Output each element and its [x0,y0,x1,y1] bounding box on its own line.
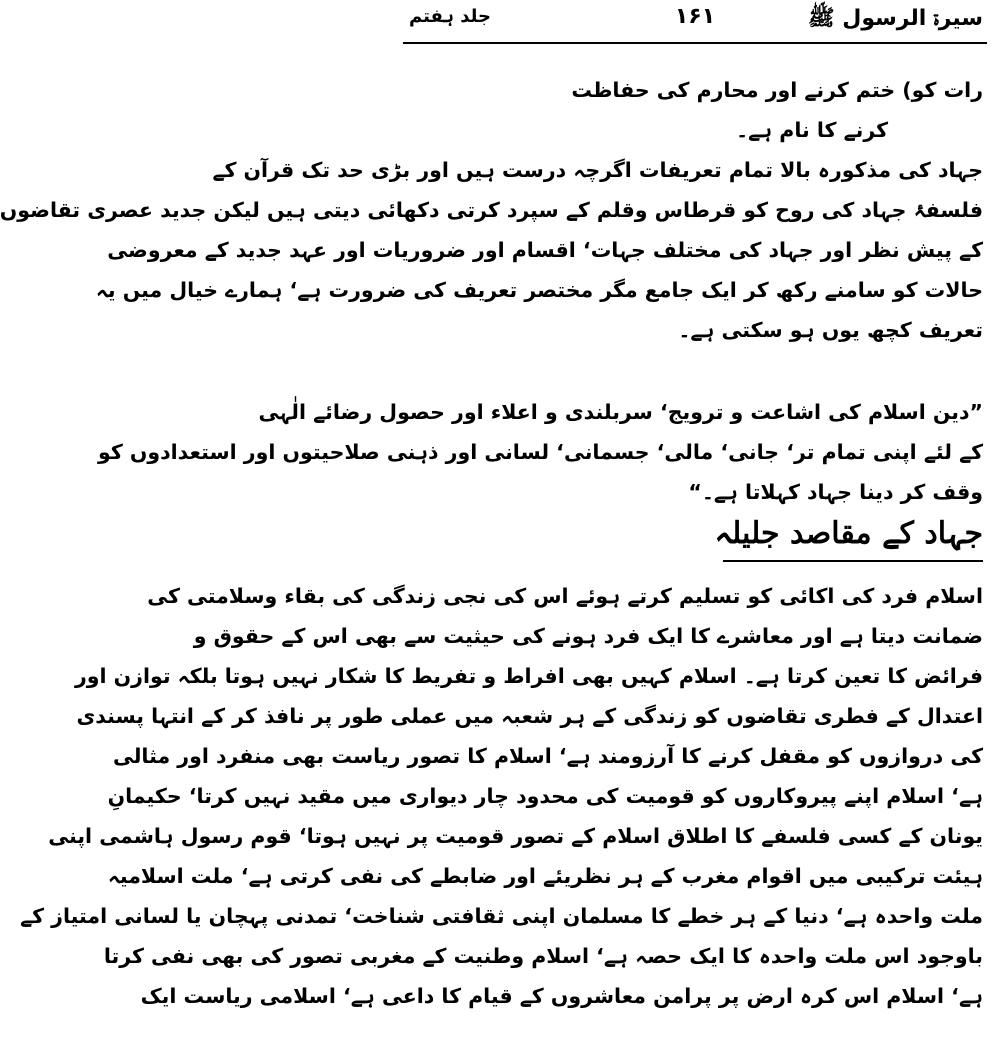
paragraph-objectives [20,576,983,1016]
text-line: ”دین اسلام کی اشاعت و ترویج‘ سربلندی و اعلاء اور حصول رضائے الٰہی [258,400,983,424]
text-line: ہے‘ اسلام اپنے پیروکاروں کو قومیت کی محدود چار دیواری میں مقید نہیں کرتا‘ حکیمانِ [107,784,983,808]
paragraph-discussion [0,150,983,350]
text-line: یونان کے کسی فلسفے کا اطلاق اسلام کے تصور قومیت پر نہیں ہوتا‘ قوم رسول ہاشمی اپنی [48,824,983,848]
section-heading: جہاد کے مقاصد جلیلہ [714,516,983,551]
text-line: وقف کر دینا جہاد کہلاتا ہے۔“ [688,480,983,504]
paragraph-quote-definition [97,392,983,512]
text-line: تعریف کچھ یوں ہو سکتی ہے۔ [678,318,983,342]
book-title: سیرۃ الرسول ﷺ [808,6,983,31]
text-line: جہاد کی مذکورہ بالا تمام تعریفات اگرچہ درست ہیں اور بڑی حد تک قرآن کے [212,158,983,182]
header-divider [403,42,987,44]
page-number: ۱۶۱ [674,4,716,29]
text-line: ضمانت دیتا ہے اور معاشرے کا ایک فرد ہونے کی حیثیت سے بھی اس کے حقوق و [193,624,983,648]
text-line: فلسفۂ جہاد کی روح کو قرطاس وقلم کے سپرد کرتی دکھائی دیتی ہیں لیکن جدید عصری تقاضوں [0,198,983,222]
text-line: اسلام فرد کی اکائی کو تسلیم کرتے ہوئے اس کی نجی زندگی کی بقاء وسلامتی کی [147,584,983,608]
text-line: کی دروازوں کو مقفل کرنے کا آرزومند ہے‘ اسلام کا تصور ریاست بھی منفرد اور مثالی [112,744,983,768]
text-line: ہے‘ اسلام اس کرہ ارض پر پرامن معاشروں کے قیام کا داعی ہے‘ اسلامی ریاست ایک [140,984,983,1008]
text-line: کرنے کا نام ہے۔ [736,118,888,142]
text-line: کے پیش نظر اور جہاد کی مختلف جہات‘ اقسام اور ضروریات اور عہد جدید کے معروضی [107,238,983,262]
text-line: اعتدال کے فطری تقاضوں کو زندگی کے ہر شعبہ میں عملی طور پر نافذ کر کے انتہا پسندی [76,704,983,728]
paragraph-definition-end [407,70,983,150]
text-line: فرائض کا تعین کرتا ہے۔ اسلام کہیں بھی افراط و تفریط کا شکار نہیں ہوتا بلکہ توازن اور [74,664,983,688]
page-header [395,0,995,46]
text-line: رات کو) ختم کرنے اور محارم کی حفاظت [571,78,983,102]
text-line: ملت واحدہ ہے‘ دنیا کے ہر خطے کا مسلمان اپنی ثقافتی شناخت‘ تمدنی پہچان یا لسانی امتیاز کے [20,904,983,928]
section-heading-block [407,510,983,566]
text-line: حالات کو سامنے رکھ کر ایک جامع مگر مختصر تعریف کی ضرورت ہے‘ ہمارے خیال میں یہ [95,278,983,302]
text-line: ہیئت ترکیبی میں اقوام مغرب کے ہر نظریئے اور ضابطے کی نفی کرتی ہے‘ ملت اسلامیہ [107,864,983,888]
text-line: کے لئے اپنی تمام تر‘ جانی‘ مالی‘ جسمانی‘ لسانی اور ذہنی صلاحیتوں اور استعدادوں کو [97,440,983,464]
volume-label: جلد ہفتم [409,6,491,27]
text-line: باوجود اس ملت واحدہ کا ایک حصہ ہے‘ اسلام وطنیت کے مغربی تصور کی بھی نفی کرتا [103,944,983,968]
heading-underline [723,560,983,562]
